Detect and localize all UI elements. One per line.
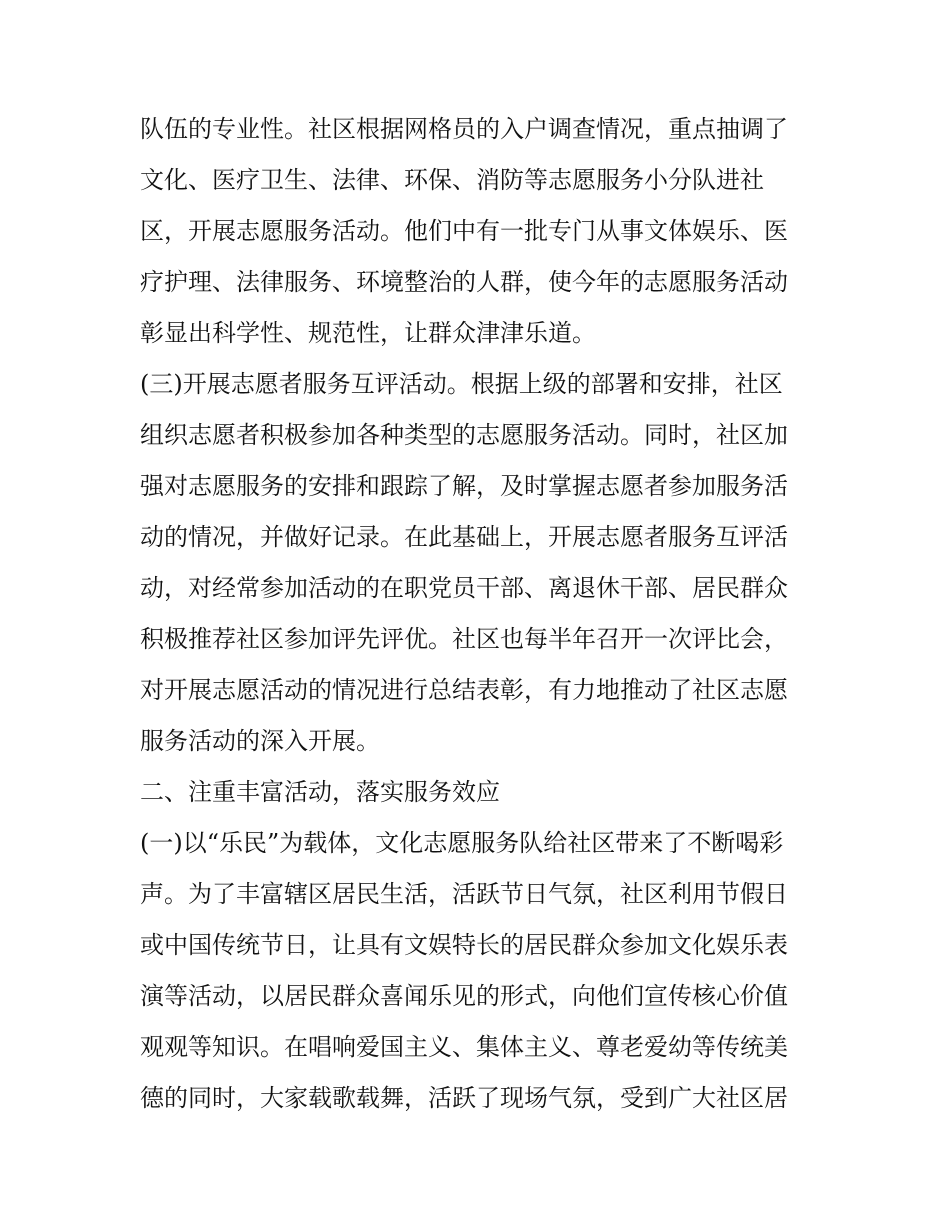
text-line-13: 服务活动的深入开展。 xyxy=(140,727,380,755)
text-line-11: 积极推荐社区参加评先评优。社区也每半年召开一次评比会， xyxy=(140,625,788,653)
text-line-20: 德的同时，大家载歌载舞，活跃了现场气氛，受到广大社区居 xyxy=(140,1084,788,1112)
text-line-17: 或中国传统节日，让具有文娱特长的居民群众参加文化娱乐表 xyxy=(140,931,788,959)
text-line-12: 对开展志愿活动的情况进行总结表彰，有力地推动了社区志愿 xyxy=(140,676,788,704)
text-line-3: 区，开展志愿服务活动。他们中有一批专门从事文体娱乐、医 xyxy=(140,217,788,245)
section-heading-2: 二、注重丰富活动，落实服务效应 xyxy=(140,778,500,806)
subsection-1-heading-line: (一)以“乐民”为载体，文化志愿服务队给社区带来了不断喝彩 xyxy=(140,829,784,857)
text-line-5: 彰显出科学性、规范性，让群众津津乐道。 xyxy=(140,319,596,347)
text-line-16: 声。为了丰富辖区居民生活，活跃节日气氛，社区利用节假日 xyxy=(140,880,788,908)
text-line-7: 组织志愿者积极参加各种类型的志愿服务活动。同时，社区加 xyxy=(140,421,788,449)
text-line-1: 队伍的专业性。社区根据网格员的入户调查情况，重点抽调了 xyxy=(140,115,788,143)
text-line-19: 观观等知识。在唱响爱国主义、集体主义、尊老爱幼等传统美 xyxy=(140,1033,788,1061)
text-line-2: 文化、医疗卫生、法律、环保、消防等志愿服务小分队进社 xyxy=(140,166,764,194)
document-body xyxy=(140,104,820,1124)
text-line-9: 动的情况，并做好记录。在此基础上，开展志愿者服务互评活 xyxy=(140,523,788,551)
section-3-heading-line: (三)开展志愿者服务互评活动。根据上级的部署和安排，社区 xyxy=(140,370,783,398)
text-line-18: 演等活动，以居民群众喜闻乐见的形式，向他们宣传核心价值 xyxy=(140,982,788,1010)
text-line-10: 动，对经常参加活动的在职党员干部、离退休干部、居民群众 xyxy=(140,574,788,602)
text-line-8: 强对志愿服务的安排和跟踪了解，及时掌握志愿者参加服务活 xyxy=(140,472,788,500)
text-line-4: 疗护理、法律服务、环境整治的人群，使今年的志愿服务活动 xyxy=(140,268,788,296)
